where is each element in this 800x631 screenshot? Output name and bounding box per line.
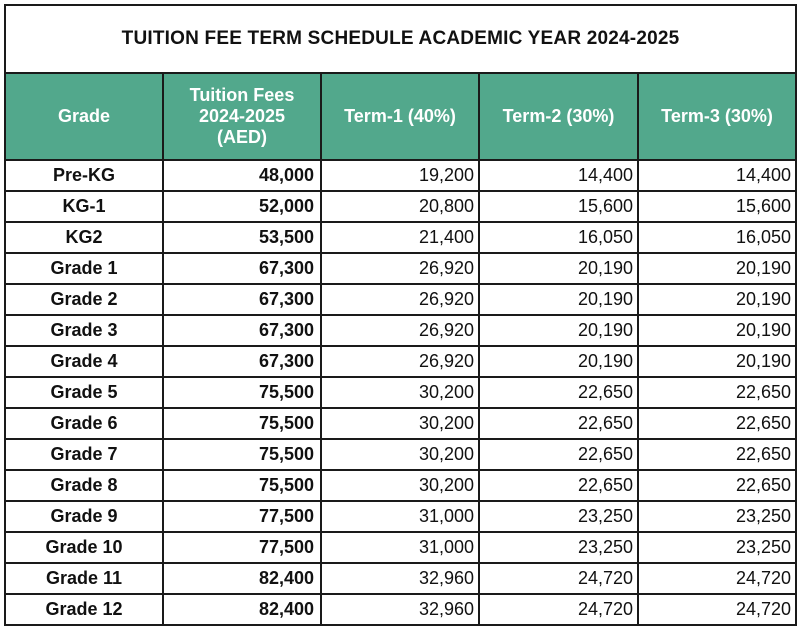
- cell-grade: Grade 10: [5, 532, 163, 563]
- title-row: [5, 5, 796, 73]
- cell-term-2: 14,400: [479, 160, 638, 191]
- cell-term-1: 21,400: [321, 222, 479, 253]
- cell-term-1: 26,920: [321, 315, 479, 346]
- fee-schedule-document: [4, 4, 795, 627]
- cell-term-3: 20,190: [638, 346, 796, 377]
- header-tuition-fees: [163, 73, 321, 160]
- cell-tuition-fee: 77,500: [163, 501, 321, 532]
- cell-grade: Grade 12: [5, 594, 163, 625]
- table-row: [5, 222, 796, 253]
- cell-term-1: 30,200: [321, 470, 479, 501]
- cell-term-2: 20,190: [479, 346, 638, 377]
- cell-tuition-fee: 75,500: [163, 377, 321, 408]
- cell-term-2: 22,650: [479, 377, 638, 408]
- table-row: [5, 532, 796, 563]
- cell-term-1: 32,960: [321, 563, 479, 594]
- cell-tuition-fee: 53,500: [163, 222, 321, 253]
- cell-tuition-fee: 67,300: [163, 253, 321, 284]
- cell-term-3: 20,190: [638, 253, 796, 284]
- header-term-3: Term-3 (30%): [638, 73, 796, 160]
- cell-term-2: 20,190: [479, 253, 638, 284]
- cell-term-3: 23,250: [638, 501, 796, 532]
- header-tuition-line3: (AED): [217, 127, 267, 147]
- cell-grade: Grade 6: [5, 408, 163, 439]
- cell-term-1: 19,200: [321, 160, 479, 191]
- cell-term-1: 30,200: [321, 439, 479, 470]
- header-tuition-line1: Tuition Fees: [189, 85, 295, 105]
- cell-term-2: 23,250: [479, 532, 638, 563]
- cell-term-3: 24,720: [638, 563, 796, 594]
- cell-term-1: 32,960: [321, 594, 479, 625]
- header-tuition-line2: 2024-2025: [198, 106, 286, 126]
- cell-grade: Pre-KG: [5, 160, 163, 191]
- cell-tuition-fee: 48,000: [163, 160, 321, 191]
- cell-term-2: 24,720: [479, 594, 638, 625]
- table-row: [5, 439, 796, 470]
- table-row: [5, 594, 796, 625]
- cell-grade: Grade 1: [5, 253, 163, 284]
- table-title: TUITION FEE TERM SCHEDULE ACADEMIC YEAR 2024-2025: [5, 5, 796, 73]
- cell-tuition-fee: 75,500: [163, 470, 321, 501]
- table-row: [5, 284, 796, 315]
- cell-term-2: 22,650: [479, 470, 638, 501]
- cell-grade: Grade 7: [5, 439, 163, 470]
- cell-term-3: 24,720: [638, 594, 796, 625]
- header-grade: Grade: [5, 73, 163, 160]
- cell-term-2: 15,600: [479, 191, 638, 222]
- cell-term-2: 22,650: [479, 439, 638, 470]
- cell-term-3: 22,650: [638, 439, 796, 470]
- cell-term-3: 20,190: [638, 315, 796, 346]
- table-row: [5, 160, 796, 191]
- cell-tuition-fee: 82,400: [163, 594, 321, 625]
- cell-term-3: 22,650: [638, 408, 796, 439]
- table-row: [5, 470, 796, 501]
- cell-grade: KG-1: [5, 191, 163, 222]
- table-row: [5, 563, 796, 594]
- table-row: [5, 191, 796, 222]
- header-row: [5, 73, 796, 160]
- table-row: [5, 377, 796, 408]
- header-term-2: Term-2 (30%): [479, 73, 638, 160]
- cell-term-3: 22,650: [638, 470, 796, 501]
- cell-term-2: 20,190: [479, 315, 638, 346]
- cell-term-2: 22,650: [479, 408, 638, 439]
- cell-grade: KG2: [5, 222, 163, 253]
- cell-tuition-fee: 75,500: [163, 408, 321, 439]
- cell-grade: Grade 2: [5, 284, 163, 315]
- cell-term-2: 20,190: [479, 284, 638, 315]
- cell-term-1: 30,200: [321, 408, 479, 439]
- table-row: [5, 408, 796, 439]
- cell-tuition-fee: 82,400: [163, 563, 321, 594]
- cell-term-1: 26,920: [321, 346, 479, 377]
- cell-term-2: 23,250: [479, 501, 638, 532]
- cell-term-3: 14,400: [638, 160, 796, 191]
- cell-tuition-fee: 75,500: [163, 439, 321, 470]
- fee-schedule-table: [4, 4, 797, 626]
- cell-grade: Grade 5: [5, 377, 163, 408]
- cell-grade: Grade 9: [5, 501, 163, 532]
- cell-grade: Grade 3: [5, 315, 163, 346]
- cell-tuition-fee: 67,300: [163, 346, 321, 377]
- cell-tuition-fee: 67,300: [163, 315, 321, 346]
- table-row: [5, 315, 796, 346]
- cell-grade: Grade 8: [5, 470, 163, 501]
- header-term-1: Term-1 (40%): [321, 73, 479, 160]
- table-row: [5, 346, 796, 377]
- cell-tuition-fee: 52,000: [163, 191, 321, 222]
- cell-term-3: 15,600: [638, 191, 796, 222]
- cell-tuition-fee: 67,300: [163, 284, 321, 315]
- table-row: [5, 253, 796, 284]
- cell-grade: Grade 11: [5, 563, 163, 594]
- cell-term-2: 24,720: [479, 563, 638, 594]
- cell-tuition-fee: 77,500: [163, 532, 321, 563]
- cell-term-3: 22,650: [638, 377, 796, 408]
- table-row: [5, 501, 796, 532]
- cell-term-1: 26,920: [321, 284, 479, 315]
- cell-term-1: 30,200: [321, 377, 479, 408]
- cell-term-2: 16,050: [479, 222, 638, 253]
- cell-term-1: 20,800: [321, 191, 479, 222]
- cell-grade: Grade 4: [5, 346, 163, 377]
- cell-term-1: 31,000: [321, 532, 479, 563]
- cell-term-3: 16,050: [638, 222, 796, 253]
- cell-term-3: 23,250: [638, 532, 796, 563]
- cell-term-1: 31,000: [321, 501, 479, 532]
- cell-term-1: 26,920: [321, 253, 479, 284]
- cell-term-3: 20,190: [638, 284, 796, 315]
